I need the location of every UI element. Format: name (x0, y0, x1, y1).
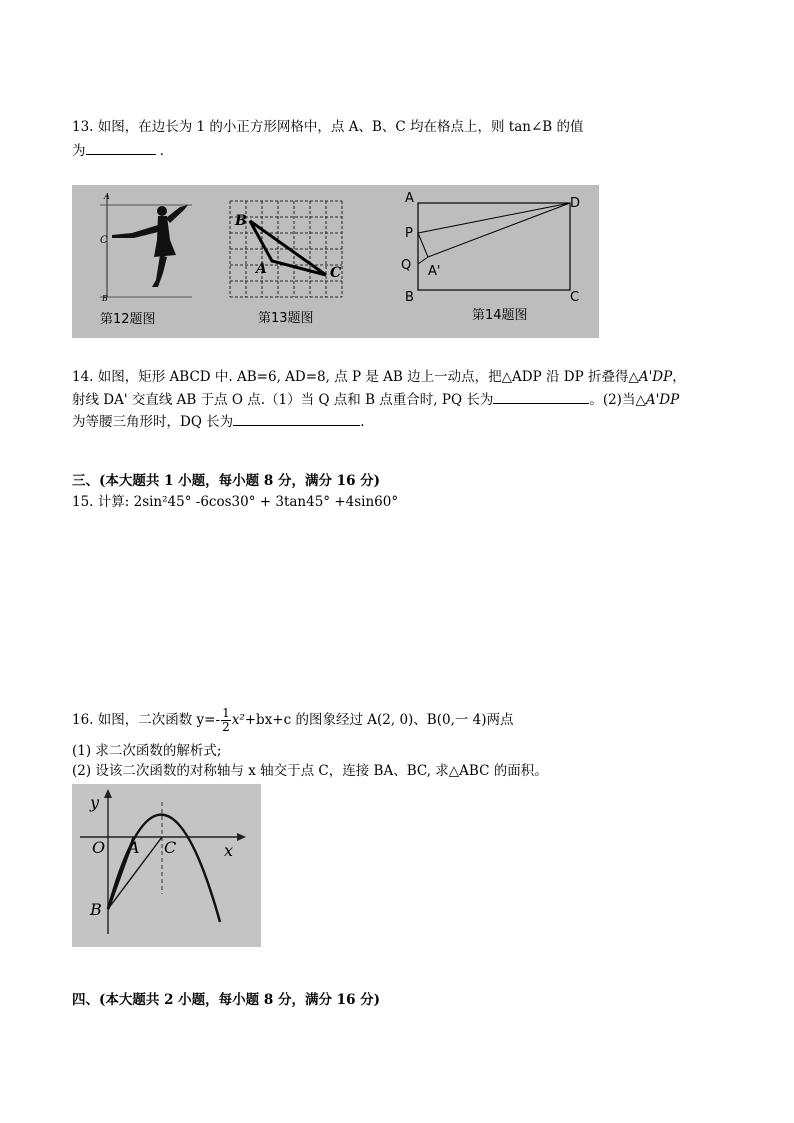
fig14-label-a: A (405, 191, 414, 206)
graph-label-b: B (90, 900, 102, 919)
q16-graph-background (72, 784, 261, 947)
figures-strip (72, 185, 599, 338)
q14-text-c: ， (672, 369, 686, 385)
q13-suffix: ． (159, 143, 174, 159)
q16-graph (72, 784, 261, 947)
graph-label-o: O (92, 838, 106, 857)
fig12-label-b: B (102, 294, 108, 303)
q14-text-a: 14. 如图，矩形 ABCD 中. AB=6, AD=8, 点 P 是 AB 边上一动点，把△ADP 沿 DP 折叠得△ (72, 369, 639, 385)
q16-suffix: +bx+c 的图象经过 A(2, 0)、B(0,一 4)两点 (244, 712, 514, 728)
fig13-label-c: C (330, 265, 342, 281)
q16-frac-den: 2 (222, 720, 230, 734)
q14-dq-blank (233, 411, 360, 426)
q13-answer-blank (86, 140, 156, 155)
q14-text-2a: 射线 DA' 交直线 AB 于点 O 点.（1）当 Q 点和 B 点重合时, PQ 长为 (72, 392, 494, 408)
q13-prefix: 为 (72, 143, 86, 159)
q14-text-2b: 。(2)当△ (589, 392, 646, 408)
q15-text: 15. 计算: 2sin²45° -6cos30° + 3tan45° +4sin60° (72, 494, 399, 510)
fig14-caption: 第14题图 (472, 308, 528, 323)
fig14-label-p: P (405, 226, 413, 241)
q13-line2 (72, 140, 173, 161)
q16-part2: (2) 设该二次函数的对称轴与 x 轴交于点 C，连接 BA、BC, 求△ABC 的面积。 (72, 763, 548, 779)
fig12-label-a: A (104, 192, 110, 201)
q14-line3 (72, 411, 364, 432)
graph-label-y: y (90, 793, 100, 812)
fig13-label-a: A (256, 261, 267, 277)
graph-label-x: x (224, 841, 234, 860)
fig14-label-q: Q (401, 258, 412, 273)
section-3-heading: 三、(本大题共 1 小题，每小题 8 分，满分 16 分) (72, 473, 381, 489)
fig12-label-c: C (100, 235, 108, 246)
q16-part1: (1) 求二次函数的解析式; (72, 743, 222, 759)
q16-frac-num: 1 (222, 706, 230, 720)
q16-line1 (72, 705, 514, 735)
q14-line2 (72, 389, 679, 410)
section-4-heading: 四、(本大题共 2 小题，每小题 8 分，满分 16 分) (72, 992, 381, 1008)
q14-text-3a: 为等腰三角形时，DQ 长为 (72, 414, 234, 430)
graph-label-a: A (128, 838, 140, 857)
q16-prefix: 16. 如图，二次函数 y=- (72, 712, 221, 728)
q13-line1: 13. 如图，在边长为 1 的小正方形网格中，点 A、B、C 均在格点上，则 tan∠B 的值 (72, 119, 584, 135)
fig14-label-c: C (570, 290, 580, 305)
fig13-caption: 第13题图 (258, 311, 314, 326)
q16-fraction (221, 707, 231, 734)
q14-triangle-name-1: A'DP (638, 369, 673, 385)
q14-text-3b: . (360, 414, 365, 430)
fig14-label-a-prime: A' (428, 264, 441, 279)
graph-label-c: C (164, 838, 177, 857)
fig13-label-b: B (235, 213, 247, 229)
fig14-label-d: D (570, 196, 581, 211)
q14-triangle-name-2: A'DP (645, 392, 680, 408)
fig12-caption: 第12题图 (100, 312, 156, 327)
fig14-label-b: B (405, 290, 414, 305)
q14-pq-blank (493, 389, 589, 404)
q16-x-squared: x² (231, 712, 245, 728)
q14-line1 (72, 367, 686, 387)
